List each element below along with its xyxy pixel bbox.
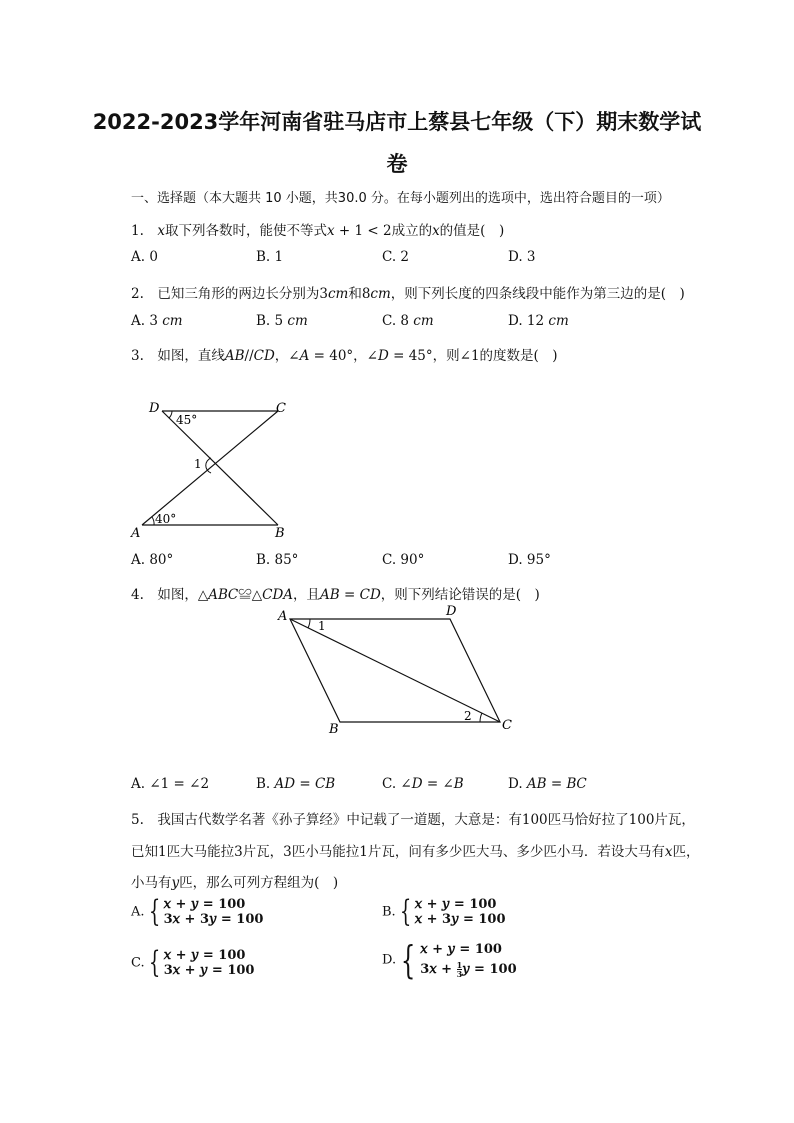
option-label: A. [131, 904, 145, 920]
q1-option-c: C. 2 [382, 249, 410, 265]
q4-option-b: B. 𝐴𝐷 = 𝐶𝐵 [256, 776, 336, 792]
q1-option-d: D. 3 [508, 249, 536, 265]
q5-option-b [382, 894, 506, 929]
q3-stem: 3. 如图，直线𝐴𝐵//𝐶𝐷，∠𝐴 = 40°，∠𝐷 = 45°，则∠1的度数是( ) [131, 348, 558, 364]
page-title-line1: 2022-2023学年河南省驻马店市上蔡县七年级（下）期末数学试 [92, 110, 702, 134]
option-label: D. [382, 952, 397, 968]
line-db [162, 411, 278, 525]
label-c: C [502, 718, 512, 733]
q5-line1: 5. 我国古代数学名著《孙子算经》中记载了一道题，大意是：有100匹马恰好拉了100片瓦， [131, 812, 695, 828]
label-angle-a: 40° [155, 512, 177, 526]
q5-option-a [131, 894, 264, 929]
option-label: C. [131, 955, 145, 971]
brace-icon: { [399, 894, 411, 929]
label-angle-1: 1 [318, 619, 326, 633]
label-d: D [149, 401, 160, 416]
q4-option-d: D. 𝐴𝐵 = 𝐵𝐶 [508, 776, 587, 792]
q3-figure [125, 395, 300, 545]
q5-option-c [131, 945, 255, 980]
q3-option-b: B. 85° [256, 552, 299, 568]
q2-option-b: B. 5 𝑐𝑚 [256, 313, 308, 329]
angle-d-arc [169, 411, 172, 418]
equation: 3𝑥 + 3𝑦 = 100 [163, 912, 264, 927]
q4-figure [270, 600, 525, 740]
label-angle-d: 45° [176, 413, 198, 427]
equation: 𝑥 + 𝑦 = 100 [420, 942, 502, 957]
label-a: A [278, 609, 288, 624]
q1-stem: 1. 𝑥取下列各数时，能使不等式𝑥 + 1 < 2成立的𝑥的值是( ) [131, 223, 505, 239]
q3-option-c: C. 90° [382, 552, 425, 568]
brace-icon: { [148, 945, 160, 980]
equation: 𝑥 + 𝑦 = 100 [163, 897, 246, 912]
brace-icon: { [148, 894, 160, 929]
q4-stem: 4. 如图，△𝐴𝐵𝐶≌△𝐶𝐷𝐴，且𝐴𝐵 = 𝐶𝐷，则下列结论错误的是( ) [131, 587, 540, 603]
label-c: C [276, 401, 286, 416]
q3-option-a: A. 80° [131, 552, 174, 568]
equation: 3𝑥 + 𝑦 = 100 [163, 963, 255, 978]
q2-option-d: D. 12 𝑐𝑚 [508, 313, 569, 329]
label-angle-2: 2 [464, 709, 472, 723]
label-b: B [329, 722, 339, 737]
line-ac [142, 411, 278, 525]
page-title-line2: 卷 [386, 152, 408, 176]
q1-option-a: A. 0 [131, 249, 158, 265]
equation: 𝑥 + 𝑦 = 100 [163, 948, 246, 963]
q3-option-d: D. 95° [508, 552, 551, 568]
option-label: B. [382, 904, 396, 920]
label-a: A [131, 526, 141, 541]
brace-icon: { [400, 938, 416, 982]
fraction-denominator: 3 [456, 969, 463, 979]
angle-1-arc [308, 619, 310, 628]
fraction-numerator: 1 [456, 960, 463, 970]
q2-option-c: C. 8 𝑐𝑚 [382, 313, 434, 329]
label-b: B [275, 526, 285, 541]
q5-line3: 小马有𝑦匹，那么可列方程组为( ) [131, 875, 339, 891]
q2-option-a: A. 3 𝑐𝑚 [131, 313, 183, 329]
q2-stem: 2. 已知三角形的两边长分别为3𝑐𝑚和8𝑐𝑚，则下列长度的四条线段中能作为第三边的是( ) [131, 286, 685, 302]
q1-option-b: B. 1 [256, 249, 284, 265]
angle-a-arc [152, 517, 154, 525]
equation: 𝑥 + 𝑦 = 100 [414, 897, 497, 912]
q5-line2: 已知1匹大马能拉3片瓦，3匹小马能拉1片瓦，问有多少匹大马、多少匹小马．若设大马有𝑥匹， [131, 844, 700, 860]
equation-part: 𝑦 = 100 [462, 962, 517, 977]
q4-option-a: A. ∠1 = ∠2 [131, 776, 210, 792]
q4-option-c: C. ∠𝐷 = ∠𝐵 [382, 776, 464, 792]
q5-option-d [382, 940, 517, 980]
section-heading: 一、选择题（本大题共 10 小题，共30.0 分。在每小题列出的选项中，选出符合题目的一项） [131, 191, 670, 206]
equation: 𝑥 + 3𝑦 = 100 [414, 912, 506, 927]
diagonal-ac [290, 619, 500, 722]
label-d: D [446, 604, 457, 619]
equation-part: 3𝑥 + [420, 962, 457, 977]
angle-2-arc [480, 713, 482, 722]
label-angle-1: 1 [194, 457, 202, 471]
